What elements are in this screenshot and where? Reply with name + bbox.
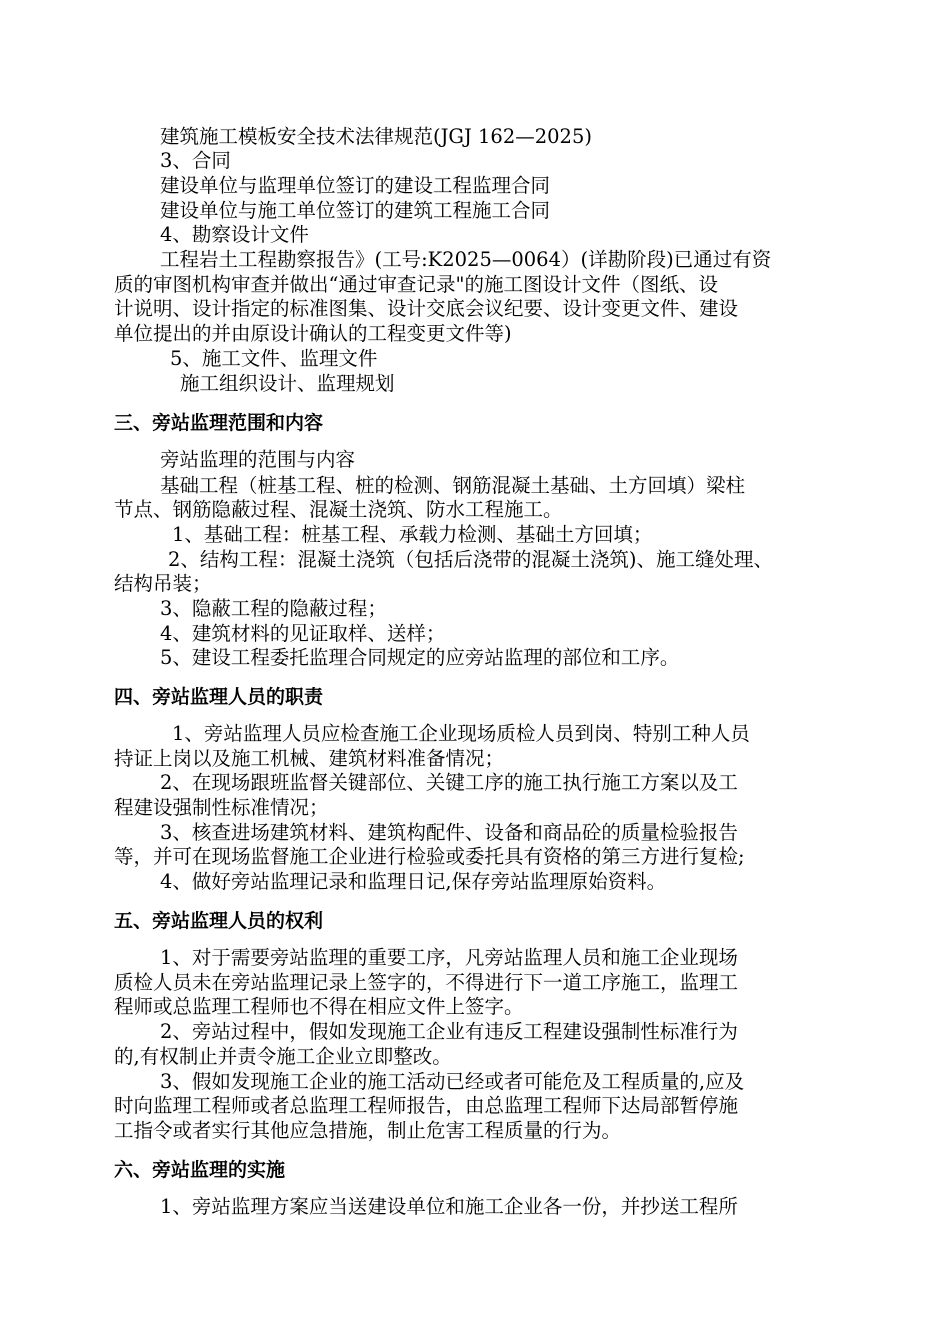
rights-paragraph-line: 工指令或者实行其他应急措施，制止危害工程质量的行为。 xyxy=(114,1119,622,1142)
scope-list-item: 2、结构工程：混凝土浇筑（包括后浇带的混凝土浇筑)、施工缝处理、 xyxy=(168,548,774,571)
duties-paragraph-line: 持证上岗以及施工机械、建筑材料准备情况； xyxy=(114,747,505,770)
duties-paragraph-line: 1、旁站监理人员应检查施工企业现场质检人员到岗、特别工种人员 xyxy=(172,722,750,745)
duties-paragraph-line: 2、在现场跟班监督关键部位、关键工序的施工执行施工方案以及工 xyxy=(160,771,738,794)
duties-paragraph-line: 4、做好旁站监理记录和监理日记,保存旁站监理原始资料。 xyxy=(160,870,667,893)
rights-paragraph-line: 程师或总监理工程师也不得在相应文件上签字。 xyxy=(114,995,524,1018)
scope-list-item: 结构吊装； xyxy=(114,572,212,595)
scope-list-item: 4、建筑材料的见证取样、送样； xyxy=(160,622,446,645)
survey-paragraph-line: 质的审图机构审查并做出“通过审查记录"的施工图设计文件（图纸、设 xyxy=(114,273,718,296)
scope-paragraph-line: 旁站监理的范围与内容 xyxy=(160,448,356,471)
rights-paragraph-line: 3、假如发现施工企业的施工活动已经或者可能危及工程质量的,应及 xyxy=(160,1070,745,1093)
contract-line-construction: 建设单位与施工单位签订的建筑工程施工合同 xyxy=(160,199,551,222)
scope-list-item: 3、隐蔽工程的隐蔽过程； xyxy=(160,597,387,620)
survey-paragraph-line: 工程岩土工程勘察报告》(工号:K2025—0064）(详勘阶段)已通过有资 xyxy=(160,248,772,271)
duties-paragraph-line: 3、核查进场建筑材料、建筑构配件、设备和商品砼的质量检验报告 xyxy=(160,821,738,844)
section-heading-duties: 四、旁站监理人员的职责 xyxy=(114,686,324,708)
section-heading-rights: 五、旁站监理人员的权利 xyxy=(114,910,324,932)
section-item-survey-docs: 4、勘察设计文件 xyxy=(160,223,309,246)
rights-paragraph-line: 时向监理工程师或者总监理工程师报告，由总监理工程师下达局部暂停施 xyxy=(114,1094,739,1117)
construction-docs-line: 施工组织设计、监理规划 xyxy=(180,372,395,395)
rights-paragraph-line: 2、旁站过程中，假如发现施工企业有违反工程建设强制性标准行为 xyxy=(160,1020,738,1043)
scope-list-item: 1、基础工程：桩基工程、承载力检测、基础土方回填； xyxy=(172,523,653,546)
section-item-construction-docs: 5、施工文件、监理文件 xyxy=(170,347,378,370)
section-item-contract: 3、合同 xyxy=(160,149,231,172)
scope-paragraph-line: 基础工程（桩基工程、桩的检测、钢筋混凝土基础、土方回填）梁柱 xyxy=(160,474,746,497)
scope-list-item: 5、建设工程委托监理合同规定的应旁站监理的部位和工序。 xyxy=(160,646,680,669)
duties-paragraph-line: 等，并可在现场监督施工企业进行检验或委托具有资格的第三方进行复检; xyxy=(114,845,745,868)
section-heading-scope: 三、旁站监理范围和内容 xyxy=(114,412,324,434)
rights-paragraph-line: 的,有权制止并责令施工企业立即整改。 xyxy=(114,1045,452,1068)
rights-paragraph-line: 质检人员未在旁站监理记录上签字的，不得进行下一道工序施工，监理工 xyxy=(114,971,739,994)
implementation-paragraph-line: 1、旁站监理方案应当送建设单位和施工企业各一份，并抄送工程所 xyxy=(160,1195,738,1218)
regulation-line: 建筑施工模板安全技术法律规范(JGJ 162—2025) xyxy=(160,125,592,148)
duties-paragraph-line: 程建设强制性标准情况； xyxy=(114,796,329,819)
section-heading-implementation: 六、旁站监理的实施 xyxy=(114,1159,286,1181)
survey-paragraph-line: 单位提出的并由原设计确认的工程变更文件等) xyxy=(114,322,512,345)
survey-paragraph-line: 计说明、设计指定的标准图集、设计交底会议纪要、设计变更文件、建设 xyxy=(114,297,739,320)
contract-line-supervision: 建设单位与监理单位签订的建设工程监理合同 xyxy=(160,174,551,197)
scope-paragraph-line: 节点、钢筋隐蔽过程、混凝土浇筑、防水工程施工。 xyxy=(114,498,563,521)
rights-paragraph-line: 1、对于需要旁站监理的重要工序，凡旁站监理人员和施工企业现场 xyxy=(160,946,738,969)
